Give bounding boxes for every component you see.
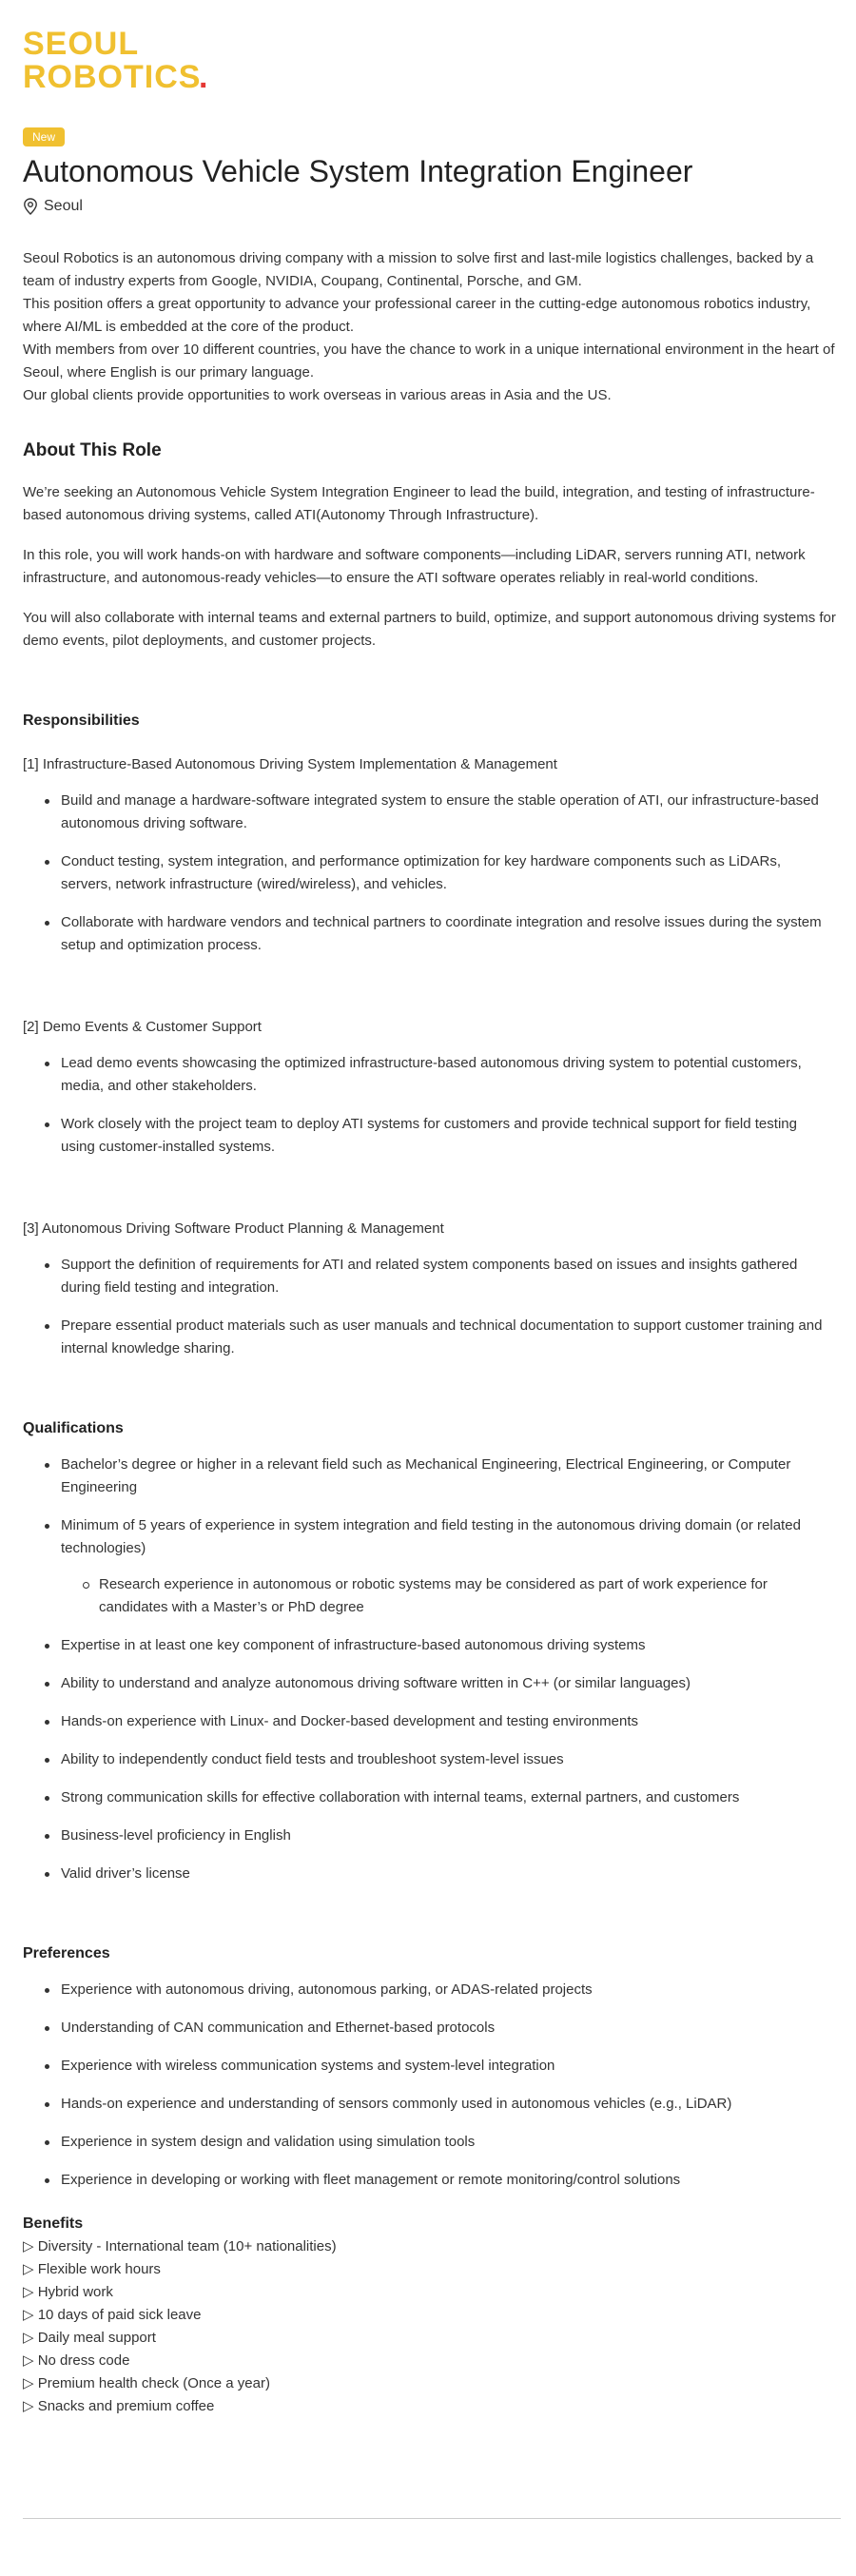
list-item: Hands-on experience and understanding of sensors commonly used in autonomous vehicles (e.g., LiDAR) <box>61 2093 841 2116</box>
benefit-item: ▷ 10 days of paid sick leave <box>23 2307 202 2323</box>
intro-paragraph: This position offers a great opportunity to advance your professional career in the cutting-edge autonomous robotics industry, where AI/ML is embedded at the core of the product. <box>23 296 811 335</box>
benefit-item: ▷ No dress code <box>23 2352 130 2369</box>
about-paragraph: In this role, you will work hands-on with hardware and software components—including LiDAR, servers running ATI, network infrastructure, and autonomous-ready vehicles—to ensure the ATI software operates reliably in real-world conditions. <box>23 547 806 586</box>
list-item <box>61 1514 841 1619</box>
benefit-item: ▷ Hybrid work <box>23 2284 113 2300</box>
about-paragraph: You will also collaborate with internal teams and external partners to build, optimize, and support autonomous driving systems for demo events, pilot deployments, and customer projects. <box>23 610 836 649</box>
responsibility-group-title: [3] Autonomous Driving Software Product Planning & Management <box>23 1220 444 1237</box>
map-pin-icon <box>23 198 38 215</box>
about-role-heading: About This Role <box>23 440 162 460</box>
list-item: Lead demo events showcasing the optimized infrastructure-based autonomous driving system to potential customers, media, and other stakeholders. <box>61 1052 841 1098</box>
list-item: Prepare essential product materials such as user manuals and technical documentation to support customer training and internal knowledge sharing. <box>61 1315 841 1360</box>
benefit-item: ▷ Flexible work hours <box>23 2261 161 2277</box>
sub-list-item: Research experience in autonomous or robotic systems may be considered as part of work experience for candidates with a Master’s or PhD degree <box>99 1573 833 1619</box>
responsibility-list <box>23 1254 841 1360</box>
company-logo[interactable] <box>23 25 223 91</box>
location-text: Seoul <box>44 198 83 214</box>
job-location <box>23 195 83 218</box>
list-item: Experience with wireless communication systems and system-level integration <box>61 2055 841 2078</box>
bottom-divider <box>23 2518 841 2519</box>
responsibility-group-title: [2] Demo Events & Customer Support <box>23 1019 262 1035</box>
list-item: Valid driver’s license <box>61 1863 841 1885</box>
list-item: Strong communication skills for effective collaboration with internal teams, external partners, and customers <box>61 1786 841 1809</box>
job-description <box>23 247 841 2418</box>
about-role-section <box>23 481 841 653</box>
new-badge: New <box>23 127 65 146</box>
responsibility-list <box>23 790 841 957</box>
list-item: Hands-on experience with Linux- and Docker-based development and testing environments <box>61 1710 841 1733</box>
list-item: Conduct testing, system integration, and performance optimization for key hardware components such as LiDARs, servers, network infrastructure (wired/wireless), and vehicles. <box>61 850 841 896</box>
benefit-item: ▷ Snacks and premium coffee <box>23 2398 215 2414</box>
list-item: Build and manage a hardware-software integrated system to ensure the stable operation of ATI, our infrastructure-based autonomous driving software. <box>61 790 841 835</box>
list-item: Experience with autonomous driving, autonomous parking, or ADAS-related projects <box>61 1979 841 2001</box>
sub-list <box>61 1573 833 1619</box>
qualifications-list <box>23 1454 841 1885</box>
benefit-item: ▷ Daily meal support <box>23 2330 156 2346</box>
preferences-list <box>23 1979 841 2192</box>
list-item: Business-level proficiency in English <box>61 1825 841 1847</box>
list-item: Experience in system design and validation using simulation tools <box>61 2131 841 2154</box>
responsibility-group-title: [1] Infrastructure-Based Autonomous Driving System Implementation & Management <box>23 756 557 772</box>
company-intro <box>23 247 841 407</box>
qualifications-heading: Qualifications <box>23 1420 124 1436</box>
intro-paragraph: Seoul Robotics is an autonomous driving company with a mission to solve first and last-mile logistics challenges, backed by a team of industry experts from Google, NVIDIA, Coupang, Continental, Porsche, and GM. <box>23 250 814 289</box>
intro-paragraph: With members from over 10 different countries, you have the chance to work in a unique international environment in the heart of Seoul, where English is our primary language. <box>23 342 835 381</box>
logo-dot: . <box>199 59 208 91</box>
logo-line-1: SEOUL <box>23 26 140 62</box>
list-item: Work closely with the project team to deploy ATI systems for customers and provide technical support for field testing using customer-installed systems. <box>61 1113 841 1159</box>
benefit-item: ▷ Premium health check (Once a year) <box>23 2375 270 2391</box>
list-item: Collaborate with hardware vendors and technical partners to coordinate integration and resolve issues during the system setup and optimization process. <box>61 911 841 957</box>
list-item: Understanding of CAN communication and Ethernet-based protocols <box>61 2017 841 2039</box>
list-item: Ability to understand and analyze autonomous driving software written in C++ (or similar languages) <box>61 1672 841 1695</box>
benefit-item: ▷ Diversity - International team (10+ nationalities) <box>23 2238 337 2254</box>
about-paragraph: We’re seeking an Autonomous Vehicle System Integration Engineer to lead the build, integration, and testing of infrastructure-based autonomous driving systems, called ATI(Autonomy Through Infrastructure). <box>23 484 815 523</box>
responsibility-list <box>23 1052 841 1159</box>
list-item: Expertise in at least one key component of infrastructure-based autonomous driving systems <box>61 1634 841 1657</box>
list-item: Bachelor’s degree or higher in a relevant field such as Mechanical Engineering, Electrical Engineering, or Computer Engineering <box>61 1454 841 1499</box>
list-item: Experience in developing or working with fleet management or remote monitoring/control solutions <box>61 2169 841 2192</box>
responsibilities-heading: Responsibilities <box>23 712 140 729</box>
benefits-heading: Benefits <box>23 2215 84 2232</box>
list-item: Support the definition of requirements for ATI and related system components based on issues and insights gathered during field testing and integration. <box>61 1254 841 1299</box>
list-item-text: Minimum of 5 years of experience in system integration and field testing in the autonomous driving domain (or related technologies) <box>61 1517 801 1556</box>
preferences-heading: Preferences <box>23 1945 110 1961</box>
job-title: Autonomous Vehicle System Integration Engineer <box>23 154 693 188</box>
logo-line-2: ROBOTICS <box>23 59 202 91</box>
list-item: Ability to independently conduct field tests and troubleshoot system-level issues <box>61 1748 841 1771</box>
intro-paragraph: Our global clients provide opportunities to work overseas in various areas in Asia and the US. <box>23 387 612 403</box>
benefits-list <box>23 2235 841 2418</box>
